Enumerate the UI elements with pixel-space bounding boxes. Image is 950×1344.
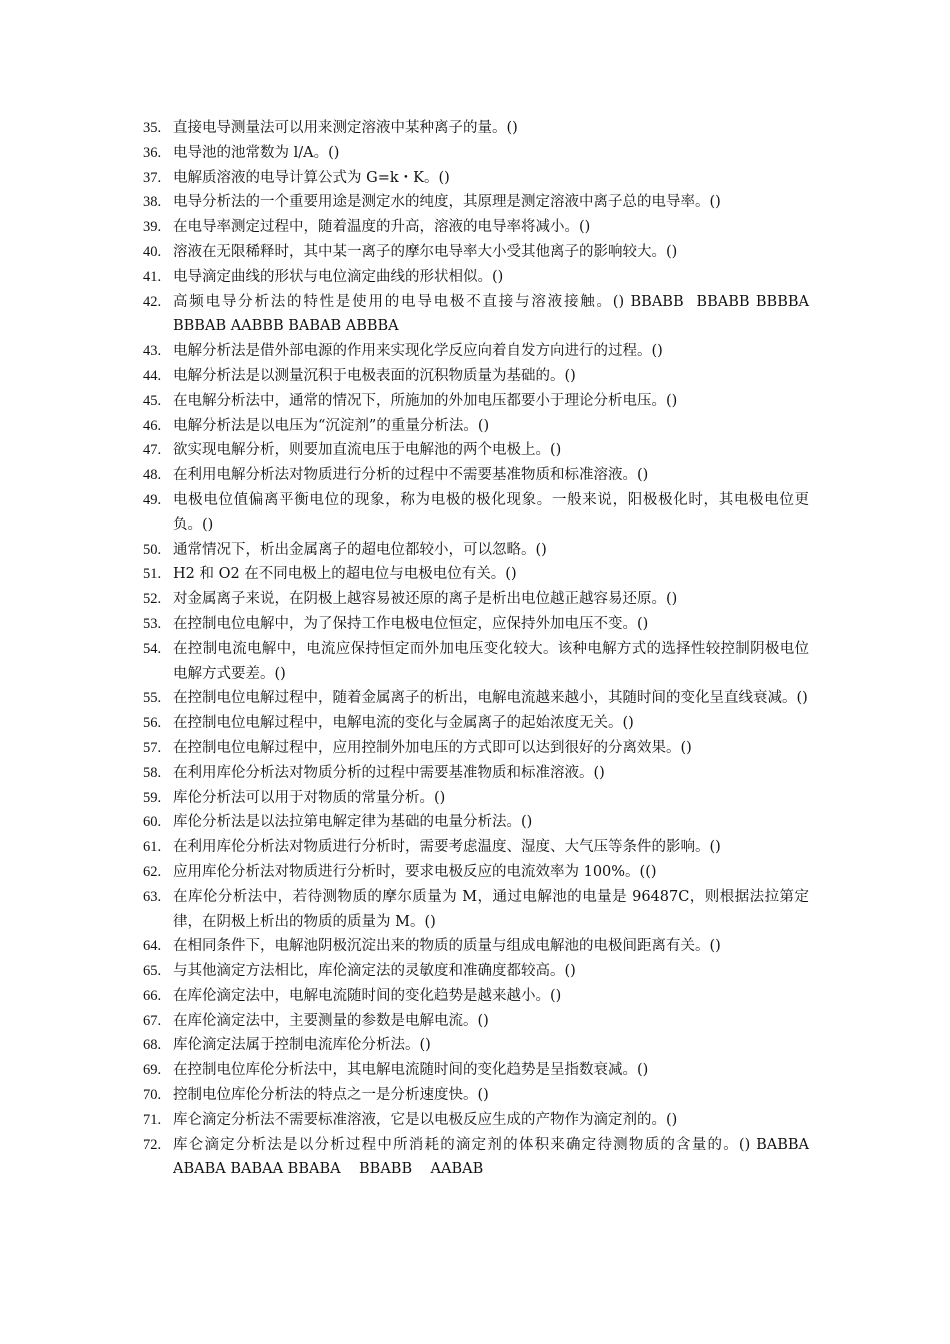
question-body [173,265,809,290]
question-item [143,1058,809,1083]
question-body [173,885,809,935]
question-text: 库仑滴定分析法是以分析过程中所消耗的滴定剂的体积来确定待测物质的含量的。() BABBA ABABA BABAA BBABA BBABB AABAB [173,1136,814,1178]
question-number: 37. [143,169,162,186]
question-item [143,141,809,166]
question-text: 在利用电解分析法对物质进行分析的过程中不需要基准物质和标准溶液。() [173,467,649,484]
question-body [173,1108,809,1133]
question-body [173,240,809,265]
question-text: 在控制电位电解中，为了保持工作电极电位恒定，应保持外加电压不变。() [173,615,649,632]
question-number: 64. [143,938,162,955]
question-body [173,1033,809,1058]
question-number: 53. [143,615,162,632]
question-number: 41. [143,268,162,285]
question-body [173,761,809,786]
question-number: 59. [143,789,162,806]
question-item [143,835,809,860]
question-body [173,190,809,215]
question-number: 46. [143,417,162,434]
question-body [173,538,809,563]
question-item [143,612,809,637]
question-body [173,984,809,1009]
question-item [143,389,809,414]
question-body [173,860,809,885]
question-item [143,1033,809,1058]
question-number: 71. [143,1111,162,1128]
question-number: 61. [143,839,162,856]
question-number: 70. [143,1087,162,1104]
question-text: 欲实现电解分析，则要加直流电压于电解池的两个电极上。() [173,442,562,459]
question-body [173,389,809,414]
question-item [143,562,809,587]
question-text: 在控制电位电解过程中，电解电流的变化与金属离子的起始浓度无关。() [173,715,634,732]
question-item [143,934,809,959]
question-item [143,240,809,265]
question-body [173,1083,809,1108]
question-number: 47. [143,442,162,459]
question-number: 43. [143,343,162,360]
question-number: 39. [143,219,162,236]
question-text: 高频电导分析法的特性是使用的电导电极不直接与溶液接触。() BBABB BBABB BBBBA BBBAB AABBB BABAB ABBBA [173,293,814,335]
question-body [173,364,809,389]
question-text: 电解质溶液的电导计算公式为 G=k・K。() [173,169,450,186]
question-item [143,885,809,935]
question-number: 58. [143,764,162,781]
question-number: 68. [143,1037,162,1054]
question-text: 在控制电位电解过程中，应用控制外加电压的方式即可以达到很好的分离效果。() [173,739,692,756]
question-text: 电极电位值偏离平衡电位的现象，称为电极的极化现象。一般来说，阳极极化时，其电极电位更负。() [173,491,809,533]
question-item [143,265,809,290]
question-number: 55. [143,690,162,707]
question-text: 控制电位库伦分析法的特点之一是分析速度快。() [173,1087,489,1104]
question-text: 在相同条件下，电解池阴极沉淀出来的物质的质量与组成电解池的电极间距离有关。() [173,938,721,955]
question-item [143,166,809,191]
question-text: 在库伦分析法中，若待测物质的摩尔质量为 M，通过电解池的电量是 96487C，则根据法拉第定律，在阴极上析出的物质的质量为 M。() [173,888,809,930]
question-body [173,463,809,488]
question-number: 49. [143,491,162,508]
question-body [173,166,809,191]
question-body [173,562,809,587]
question-text: 电导池的池常数为 l/A。() [173,144,340,161]
question-number: 63. [143,888,162,905]
question-item [143,736,809,761]
question-body [173,215,809,240]
question-number: 60. [143,814,162,831]
question-item [143,488,809,538]
question-number: 48. [143,467,162,484]
question-text: 在电导率测定过程中，随着温度的升高，溶液的电导率将减小。() [173,219,591,236]
question-number: 57. [143,739,162,756]
question-text: 电解分析法是借外部电源的作用来实现化学反应向着自发方向进行的过程。() [173,343,663,360]
question-number: 45. [143,392,162,409]
question-item [143,810,809,835]
question-text: 电解分析法是以电压为“沉淀剂”的重量分析法。() [173,417,490,434]
question-item [143,1083,809,1108]
question-item [143,463,809,488]
question-item [143,116,809,141]
question-body [173,141,809,166]
question-item [143,959,809,984]
question-body [173,1133,814,1183]
question-item [143,686,809,711]
question-item [143,860,809,885]
question-body [173,786,809,811]
question-text: 在库伦滴定法中，电解电流随时间的变化趋势是越来越小。() [173,987,562,1004]
question-item [143,786,809,811]
question-item [143,215,809,240]
question-text: 库仑滴定分析法不需要标准溶液，它是以电极反应生成的产物作为滴定剂的。() [173,1111,678,1128]
question-number: 62. [143,863,162,880]
question-number: 36. [143,144,162,161]
question-text: 与其他滴定方法相比，库伦滴定法的灵敏度和准确度都较高。() [173,963,576,980]
question-item [143,711,809,736]
question-number: 72. [143,1136,162,1153]
question-number: 65. [143,963,162,980]
question-text: 在库伦滴定法中，主要测量的参数是电解电流。() [173,1012,489,1029]
question-body [173,736,809,761]
question-item [143,438,809,463]
question-text: 在控制电流电解中，电流应保持恒定而外加电压变化较大。该种电解方式的选择性较控制阴极电位电解方式要差。() [173,640,809,682]
question-number: 54. [143,640,162,657]
question-item [143,364,809,389]
question-item [143,414,809,439]
question-text: 库伦滴定法属于控制电流库伦分析法。() [173,1037,431,1054]
question-body [173,488,809,538]
question-text: H2 和 O2 在不同电极上的超电位与电极电位有关。() [173,566,517,583]
question-number: 35. [143,120,162,136]
question-body [173,612,809,637]
question-body [173,835,809,860]
question-text: 在控制电位库伦分析法中，其电解电流随时间的变化趋势是呈指数衰减。() [173,1062,649,1079]
question-item [143,339,809,364]
question-body [173,934,809,959]
question-number: 52. [143,591,162,608]
question-body [173,1058,809,1083]
question-item [143,190,809,215]
question-body [173,438,809,463]
question-text: 对金属离子来说，在阴极上越容易被还原的离子是析出电位越正越容易还原。() [173,591,678,608]
question-body [173,959,809,984]
question-item [143,538,809,563]
question-item [143,587,809,612]
question-text: 通常情况下，析出金属离子的超电位都较小，可以忽略。() [173,541,547,558]
question-text: 电解分析法是以测量沉积于电极表面的沉积物质量为基础的。() [173,367,576,384]
question-body [173,414,809,439]
question-item [143,1133,814,1183]
question-number: 40. [143,243,162,260]
question-body [173,686,809,711]
question-number: 50. [143,541,162,558]
question-item [143,290,814,340]
question-list [143,116,814,1182]
question-body [173,810,809,835]
question-text: 库伦分析法可以用于对物质的常量分析。() [173,789,446,806]
question-text: 直接电导测量法可以用来测定溶液中某种离子的量。() [173,120,518,136]
question-number: 69. [143,1062,162,1079]
question-text: 库伦分析法是以法拉第电解定律为基础的电量分析法。() [173,814,533,831]
question-text: 在电解分析法中，通常的情况下，所施加的外加电压都要小于理论分析电压。() [173,392,678,409]
question-item [143,637,809,687]
question-body [173,339,809,364]
question-number: 38. [143,194,162,211]
question-body [173,587,809,612]
question-number: 51. [143,566,162,583]
question-text: 电导分析法的一个重要用途是测定水的纯度，其原理是测定溶液中离子总的电导率。() [173,194,721,211]
question-text: 在利用库伦分析法对物质分析的过程中需要基准物质和标准溶液。() [173,764,605,781]
question-body [173,290,814,340]
question-number: 42. [143,293,162,310]
question-number: 66. [143,987,162,1004]
question-body [173,1009,809,1034]
question-body [173,711,809,736]
question-item [143,1108,809,1133]
question-text: 在控制电位电解过程中，随着金属离子的析出，电解电流越来越小，其随时间的变化呈直线衰减。() [173,690,808,707]
question-number: 67. [143,1012,162,1029]
question-text: 电导滴定曲线的形状与电位滴定曲线的形状相似。() [173,268,504,285]
question-item [143,1009,809,1034]
question-number: 44. [143,367,162,384]
question-text: 溶液在无限稀释时，其中某一离子的摩尔电导率大小受其他离子的影响较大。() [173,243,678,260]
question-body [173,637,809,687]
question-number: 56. [143,715,162,732]
question-item [143,761,809,786]
question-text: 在利用库伦分析法对物质进行分析时，需要考虑温度、湿度、大气压等条件的影响。() [173,839,721,856]
question-text: 应用库伦分析法对物质进行分析时，要求电极反应的电流效率为 100%。(() [173,863,657,880]
question-body [173,116,809,141]
question-item [143,984,809,1009]
